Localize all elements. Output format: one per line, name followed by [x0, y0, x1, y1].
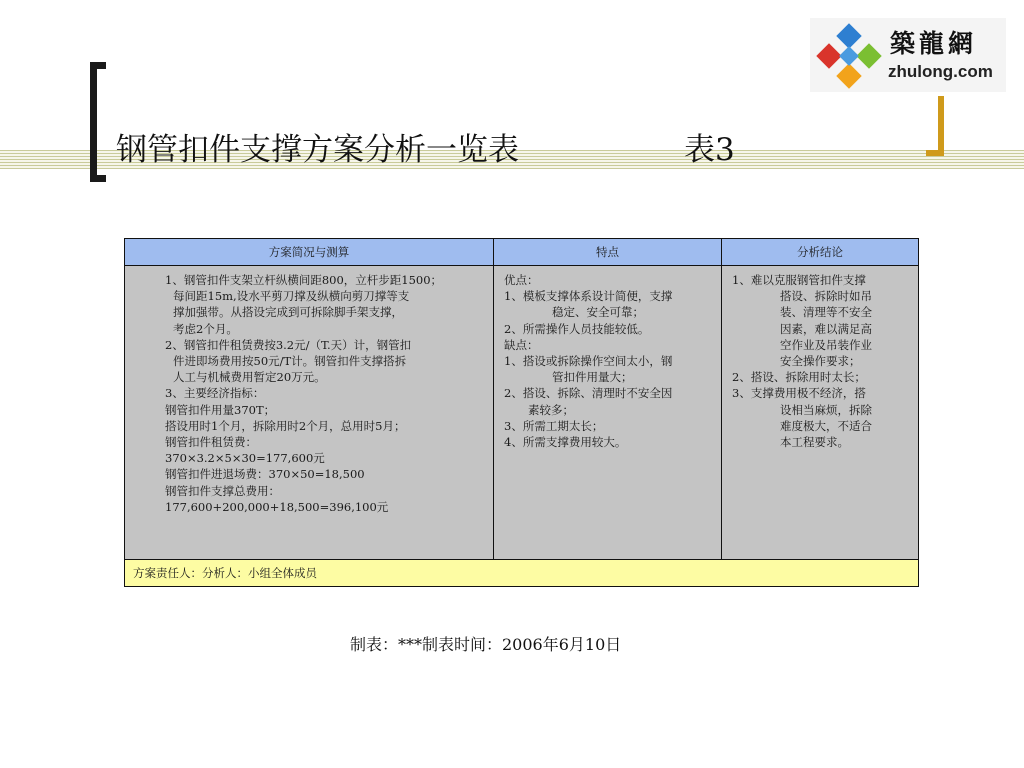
conclusion-line: 2、搭设、拆除用时太长； [732, 370, 866, 385]
table-number: 表3 [684, 132, 735, 168]
conclusion-line: 1、难以克服钢管扣件支撑 [732, 273, 866, 287]
right-bracket-decoration [926, 96, 944, 156]
plan-line: 考虑2个月。 [173, 321, 238, 336]
plan-line: 撑加强带。从搭设完成到可拆除脚手架支撑， [173, 305, 403, 320]
features-line: 管扣件用量大； [552, 370, 633, 385]
features-line: 优点： [504, 273, 539, 287]
features-line: 稳定、安全可靠； [552, 305, 644, 320]
left-bracket-decoration [90, 62, 106, 182]
conclusion-line: 设相当麻烦，拆除 [780, 402, 872, 417]
table-header-row [125, 239, 919, 266]
plan-line: 3、主要经济指标： [165, 386, 265, 401]
plan-line: 搭设用时1个月，拆除用时2个月，总用时5月； [165, 418, 406, 433]
zhulong-logo [810, 18, 1006, 92]
features-line: 1、模板支撑体系设计简便，支撑 [504, 289, 673, 304]
responsible-person-cell: 方案责任人：分析人：小组全体成员 [125, 560, 919, 587]
conclusion-line: 空作业及吊装作业 [780, 337, 872, 352]
header-cell-conclusion: 分析结论 [722, 239, 919, 266]
plan-line: 钢管扣件租赁费： [165, 435, 257, 450]
table-footer-row [125, 560, 919, 587]
plan-line: 370×3.2×5×30=177,600元 [165, 451, 325, 466]
conclusion-line: 因素，难以满足高 [780, 321, 872, 336]
plan-line: 每间距15m,设水平剪刀撑及纵横向剪刀撑等支 [173, 289, 410, 304]
header-cell-plan: 方案简况与测算 [125, 239, 494, 266]
conclusion-cell [722, 266, 919, 560]
table-credit: 制表：***制表时间：2006年6月10日 [350, 635, 622, 654]
features-line: 1、搭设或拆除操作空间太小，钢 [504, 354, 673, 369]
features-line: 缺点： [504, 337, 539, 352]
features-line: 2、所需操作人员技能较低。 [504, 321, 650, 336]
header-cell-features: 特点 [494, 239, 722, 266]
features-line: 3、所需工期太长； [504, 418, 604, 433]
features-cell [494, 266, 722, 560]
plan-line: 人工与机械费用暂定20万元。 [173, 370, 326, 385]
conclusion-line: 安全操作要求； [780, 354, 861, 369]
plan-line: 2、钢管扣件租赁费按3.2元/（T.天）计，钢管扣 [165, 337, 412, 352]
conclusion-line: 搭设、拆除时如吊 [780, 289, 872, 304]
plan-line: 钢管扣件用量370T； [165, 402, 276, 417]
logo-chinese-text: 築龍網 [890, 29, 978, 58]
conclusion-line: 装、清理等不安全 [780, 305, 872, 320]
pinwheel-logo-icon [812, 23, 886, 89]
plan-line: 件进即场费用按50元/T计。钢管扣件支撑搭拆 [173, 354, 407, 369]
analysis-table [124, 238, 919, 587]
table-body-row [125, 266, 919, 560]
plan-line: 177,600+200,000+18,500=396,100元 [165, 499, 389, 514]
conclusion-line: 本工程要求。 [780, 435, 849, 450]
page-title: 钢管扣件支撑方案分析一览表 [116, 132, 519, 168]
logo-domain-text: zhulong.com [888, 62, 993, 81]
plan-cell [125, 266, 494, 560]
features-line: 素较多； [528, 402, 574, 417]
plan-line: 1、钢管扣件支架立杆纵横间距800，立杆步距1500； [165, 273, 443, 287]
conclusion-line: 3、支撑费用极不经济，搭 [732, 386, 866, 401]
features-line: 4、所需支撑费用较大。 [504, 435, 627, 450]
conclusion-line: 难度极大，不适合 [780, 418, 872, 433]
features-line: 2、搭设、拆除、清理时不安全因 [504, 386, 673, 401]
plan-line: 钢管扣件进退场费：370×50=18,500 [165, 467, 365, 482]
plan-line: 钢管扣件支撑总费用： [165, 483, 280, 498]
